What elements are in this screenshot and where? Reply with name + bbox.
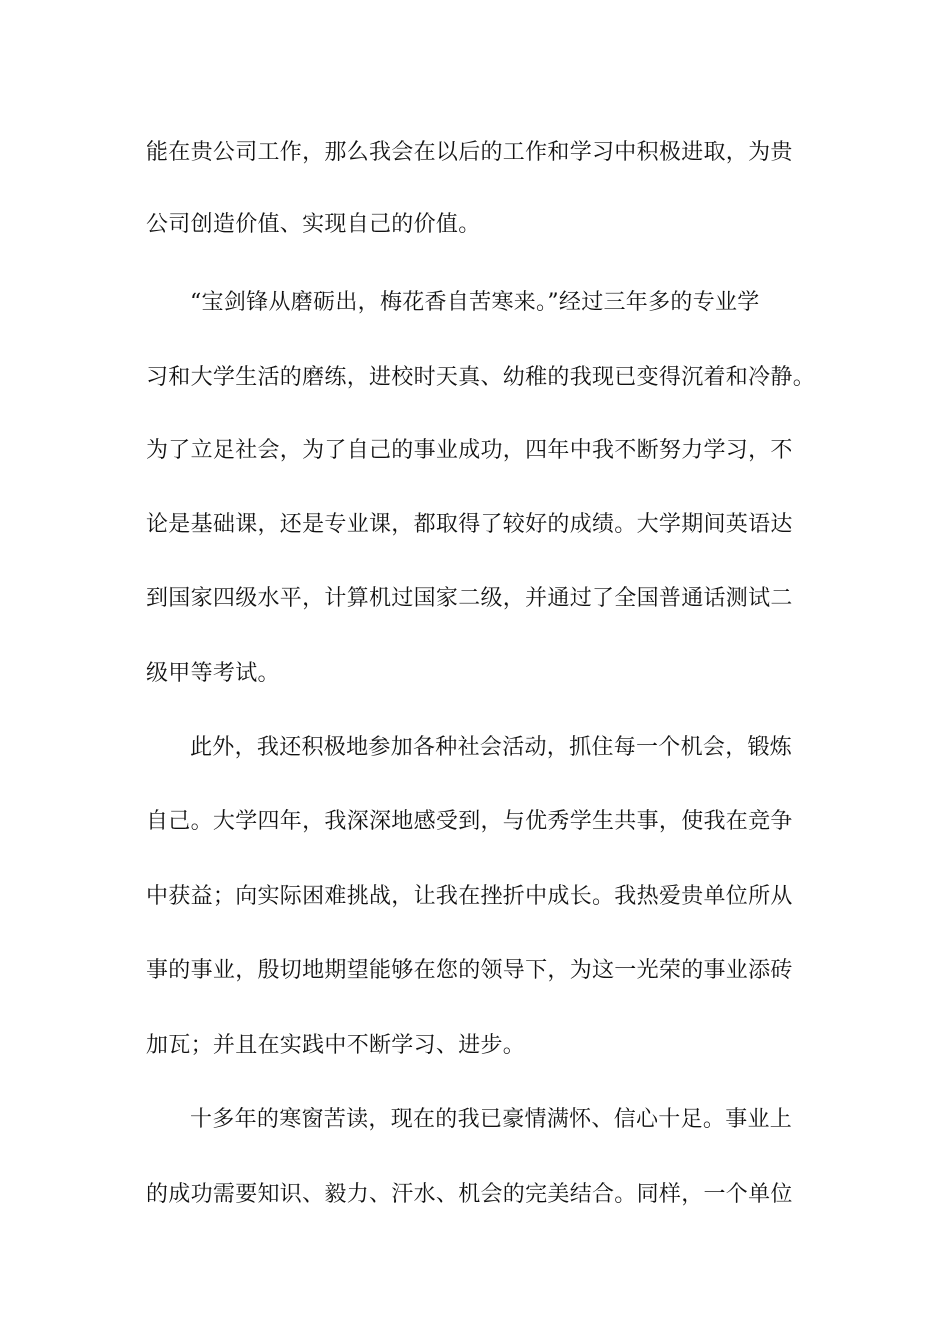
text-line: 到国家四级水平，计算机过国家二级，并通过了全国普通话测试二 — [146, 586, 793, 611]
paragraph-first-line: “宝剑锋从磨砺出，梅花香自苦寒来。”经过三年多的专业学 — [190, 290, 760, 315]
text-line: 能在贵公司工作，那么我会在以后的工作和学习中积极进取，为贵 — [146, 140, 793, 165]
text-line: 级甲等考试。 — [146, 661, 280, 686]
text-line: 中获益；向实际困难挑战，让我在挫折中成长。我热爱贵单位所从 — [146, 884, 793, 909]
text-line: 论是基础课，还是专业课，都取得了较好的成绩。大学期间英语达 — [146, 512, 793, 537]
paragraph-first-line: 此外，我还积极地参加各种社会活动，抓住每一个机会，锻炼 — [190, 735, 793, 760]
paragraph-first-line: 十多年的寒窗苦读，现在的我已豪情满怀、信心十足。事业上 — [190, 1107, 793, 1132]
text-line: 加瓦；并且在实践中不断学习、进步。 — [146, 1033, 526, 1058]
text-line: 的成功需要知识、毅力、汗水、机会的完美结合。同样，一个单位 — [146, 1182, 793, 1207]
text-line: 为了立足社会，为了自己的事业成功，四年中我不断努力学习，不 — [146, 438, 793, 463]
text-line: 事的事业，殷切地期望能够在您的领导下，为这一光荣的事业添砖 — [146, 958, 793, 983]
text-line: 公司创造价值、实现自己的价值。 — [146, 212, 481, 237]
text-line: 自己。大学四年，我深深地感受到，与优秀学生共事，使我在竞争 — [146, 809, 793, 834]
text-line: 习和大学生活的磨练，进校时天真、幼稚的我现已变得沉着和冷静。 — [146, 365, 816, 390]
